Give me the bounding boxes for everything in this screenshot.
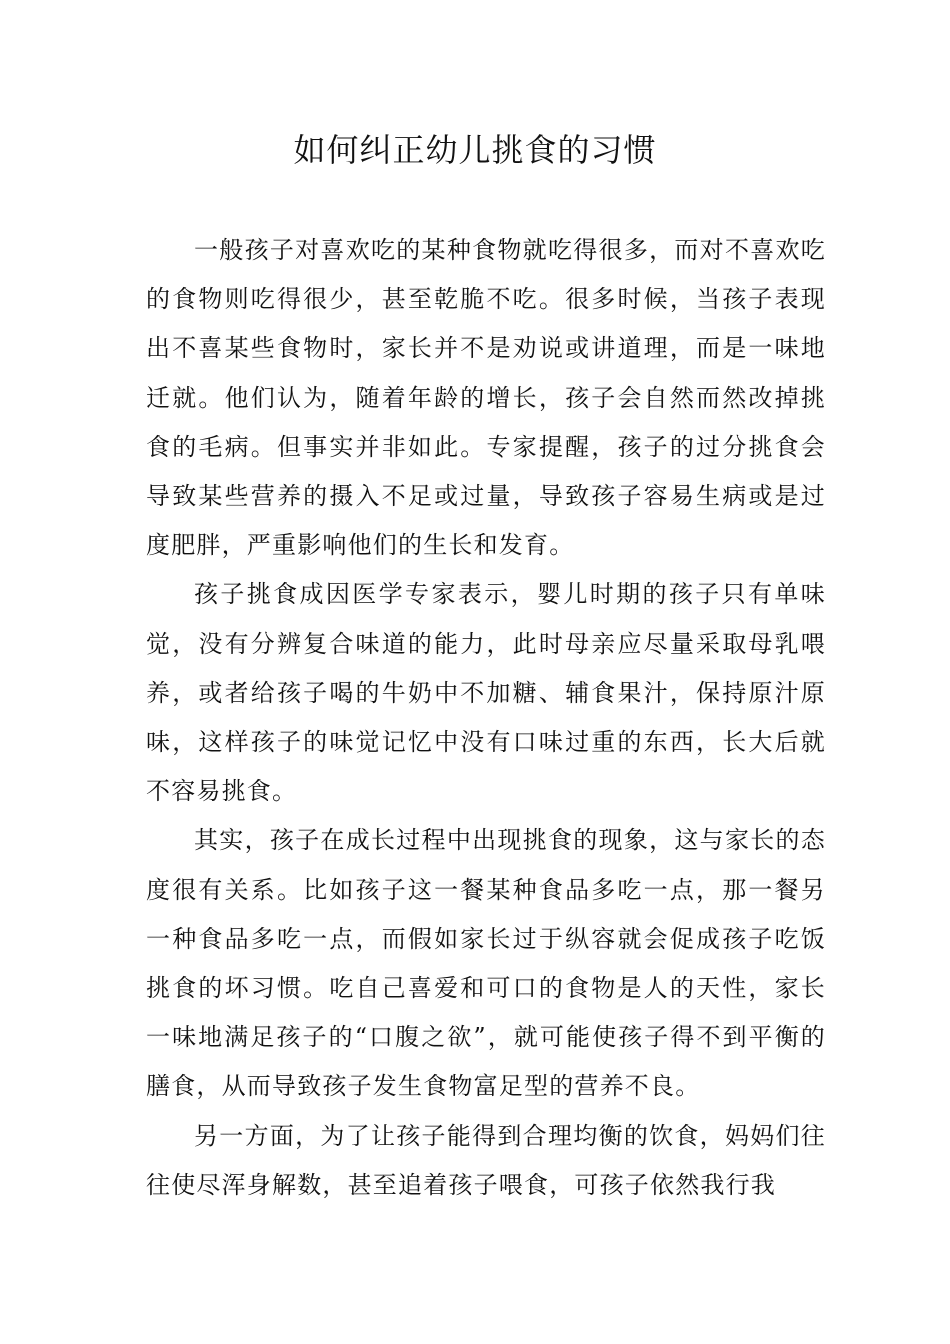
paragraph-1: 一般孩子对喜欢吃的某种食物就吃得很多，而对不喜欢吃的食物则吃得很少，甚至乾脆不吃。很多时候，当孩子表现出不喜某些食物时，家长并不是劝说或讲道理，而是一味地迁就。他们认为，随着年龄的增长，孩子会自然而然改掉挑食的毛病。但事实并非如此。专家提醒，孩子的过分挑食会导致某些营养的摄入不足或过量，导致孩子容易生病或是过度肥胖，严重影响他们的生长和发育。 [146, 236, 826, 560]
paragraph-2: 孩子挑食成因医学专家表示，婴儿时期的孩子只有单味觉，没有分辨复合味道的能力，此时母亲应尽量采取母乳喂养，或者给孩子喝的牛奶中不加糖、辅食果汁，保持原汁原味，这样孩子的味觉记忆中没有口味过重的东西，长大后就不容易挑食。 [146, 580, 826, 806]
document-title: 如何纠正幼儿挑食的习惯 [293, 131, 657, 169]
document-body [146, 226, 826, 1210]
paragraph-4: 另一方面，为了让孩子能得到合理均衡的饮食，妈妈们往往使尽浑身解数，甚至追着孩子喂食，可孩子依然我行我 [146, 1121, 826, 1199]
paragraph-3: 其实，孩子在成长过程中出现挑食的现象，这与家长的态度很有关系。比如孩子这一餐某种食品多吃一点，那一餐另一种食品多吃一点，而假如家长过于纵容就会促成孩子吃饭挑食的坏习惯。吃自己喜爱和可口的食物是人的天性，家长一味地满足孩子的“口腹之欲”，就可能使孩子得不到平衡的膳食，从而导致孩子发生食物富足型的营养不良。 [146, 826, 826, 1101]
